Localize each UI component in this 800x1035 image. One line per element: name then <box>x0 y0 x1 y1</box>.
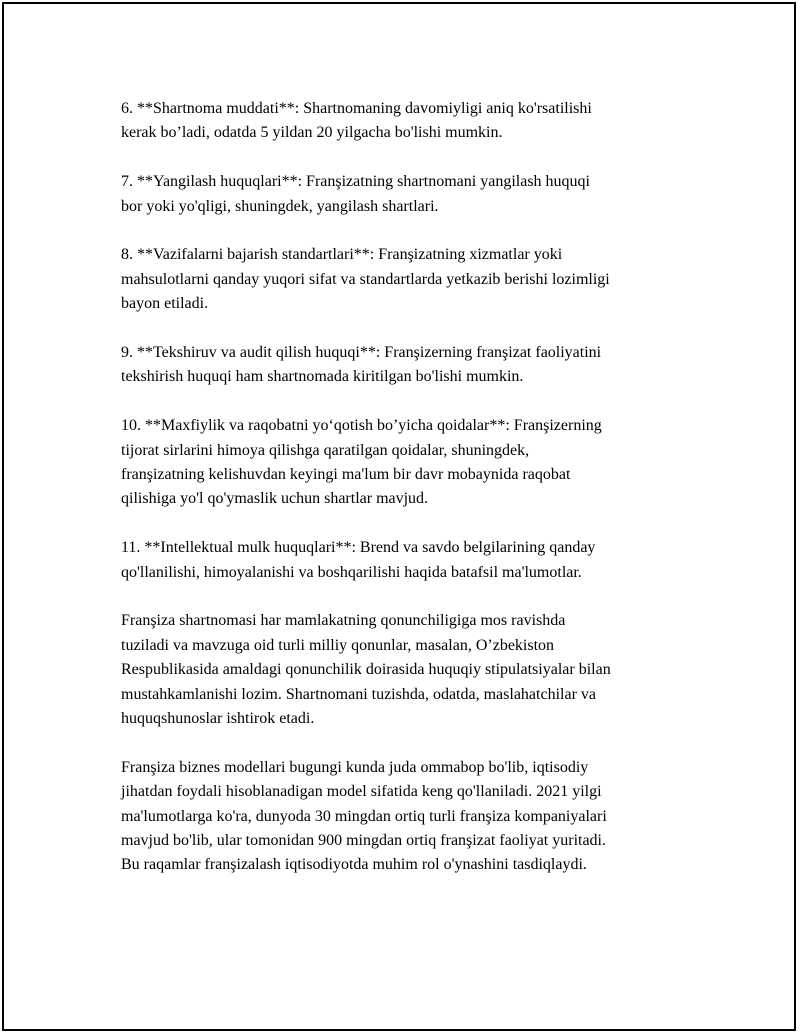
paragraph-audit-rights: 9. **Tekshiruv va audit qilish huquqi**: Franşizerning franşizat faoliyatini tekshirish huquqi ham shartnomada kiritilgan bo'lishi mumkin. <box>121 344 602 386</box>
paragraph-intellectual-property: 11. **Intellektual mulk huquqlari**: Brend va savdo belgilarining qanday qo'llanilishi, himoyalanishi va boshqarilishi haqida batafsil ma'lumotlar. <box>121 539 596 581</box>
paragraph-renewal-rights: 7. **Yangilash huquqlari**: Franşizatning shartnomani yangilash huquqi bor yoki yo'qligi, shuningdek, yangilash shartlari. <box>121 173 590 215</box>
paragraph-legal-framework: Franşiza shartnomasi har mamlakatning qonunchiligiga mos ravishda tuziladi va mavzuga oid turli milliy qonunlar, masalan, O’zbekiston Respublikasida amaldagi qonunchilik doirasida huquqiy stipulatsiyalar bilan mustahkamlanishi lozim. Shartnomani tuzishda, odatda, maslahatchilar va huquqshunoslar ishtirok etadi. <box>121 612 611 728</box>
paragraph-performance-standards: 8. **Vazifalarni bajarish standartlari**: Franşizatning xizmatlar yoki mahsulotlarni qanday yuqori sifat va standartlarda yetkazib berishi lozimligi bayon etiladi. <box>121 246 610 313</box>
paragraph-confidentiality: 10. **Maxfiylik va raqobatni yo‘qotish bo’yicha qoidalar**: Franşizerning tijorat sirlarini himoya qilishga qaratilgan qoidalar, shuningdek, franşizatning kelishuvdan keyingi ma'lum bir davr mobaynida raqobat qilishiga yo'l qo'ymaslik uchun shartlar mavjud. <box>121 417 602 508</box>
page-frame <box>2 2 796 1031</box>
document-body <box>121 97 691 902</box>
paragraph-term-duration: 6. **Shartnoma muddati**: Shartnomaning davomiyligi aniq ko'rsatilishi kerak bo’ladi, odatda 5 yildan 20 yilgacha bo'lishi mumkin. <box>121 100 592 142</box>
paragraph-business-models: Franşiza biznes modellari bugungi kunda juda ommabop bo'lib, iqtisodiy jihatdan foydali hisoblanadigan model sifatida keng qo'llaniladi. 2021 yilgi ma'lumotlarga ko'ra, dunyoda 30 mingdan ortiq turli franşiza kompaniyalari mavjud bo'lib, ular tomonidan 900 mingdan ortiq franşizat faoliyat yuritadi. Bu raqamlar franşizalash iqtisodiyotda muhim rol o'ynashini tasdiqlaydi. <box>121 758 607 874</box>
